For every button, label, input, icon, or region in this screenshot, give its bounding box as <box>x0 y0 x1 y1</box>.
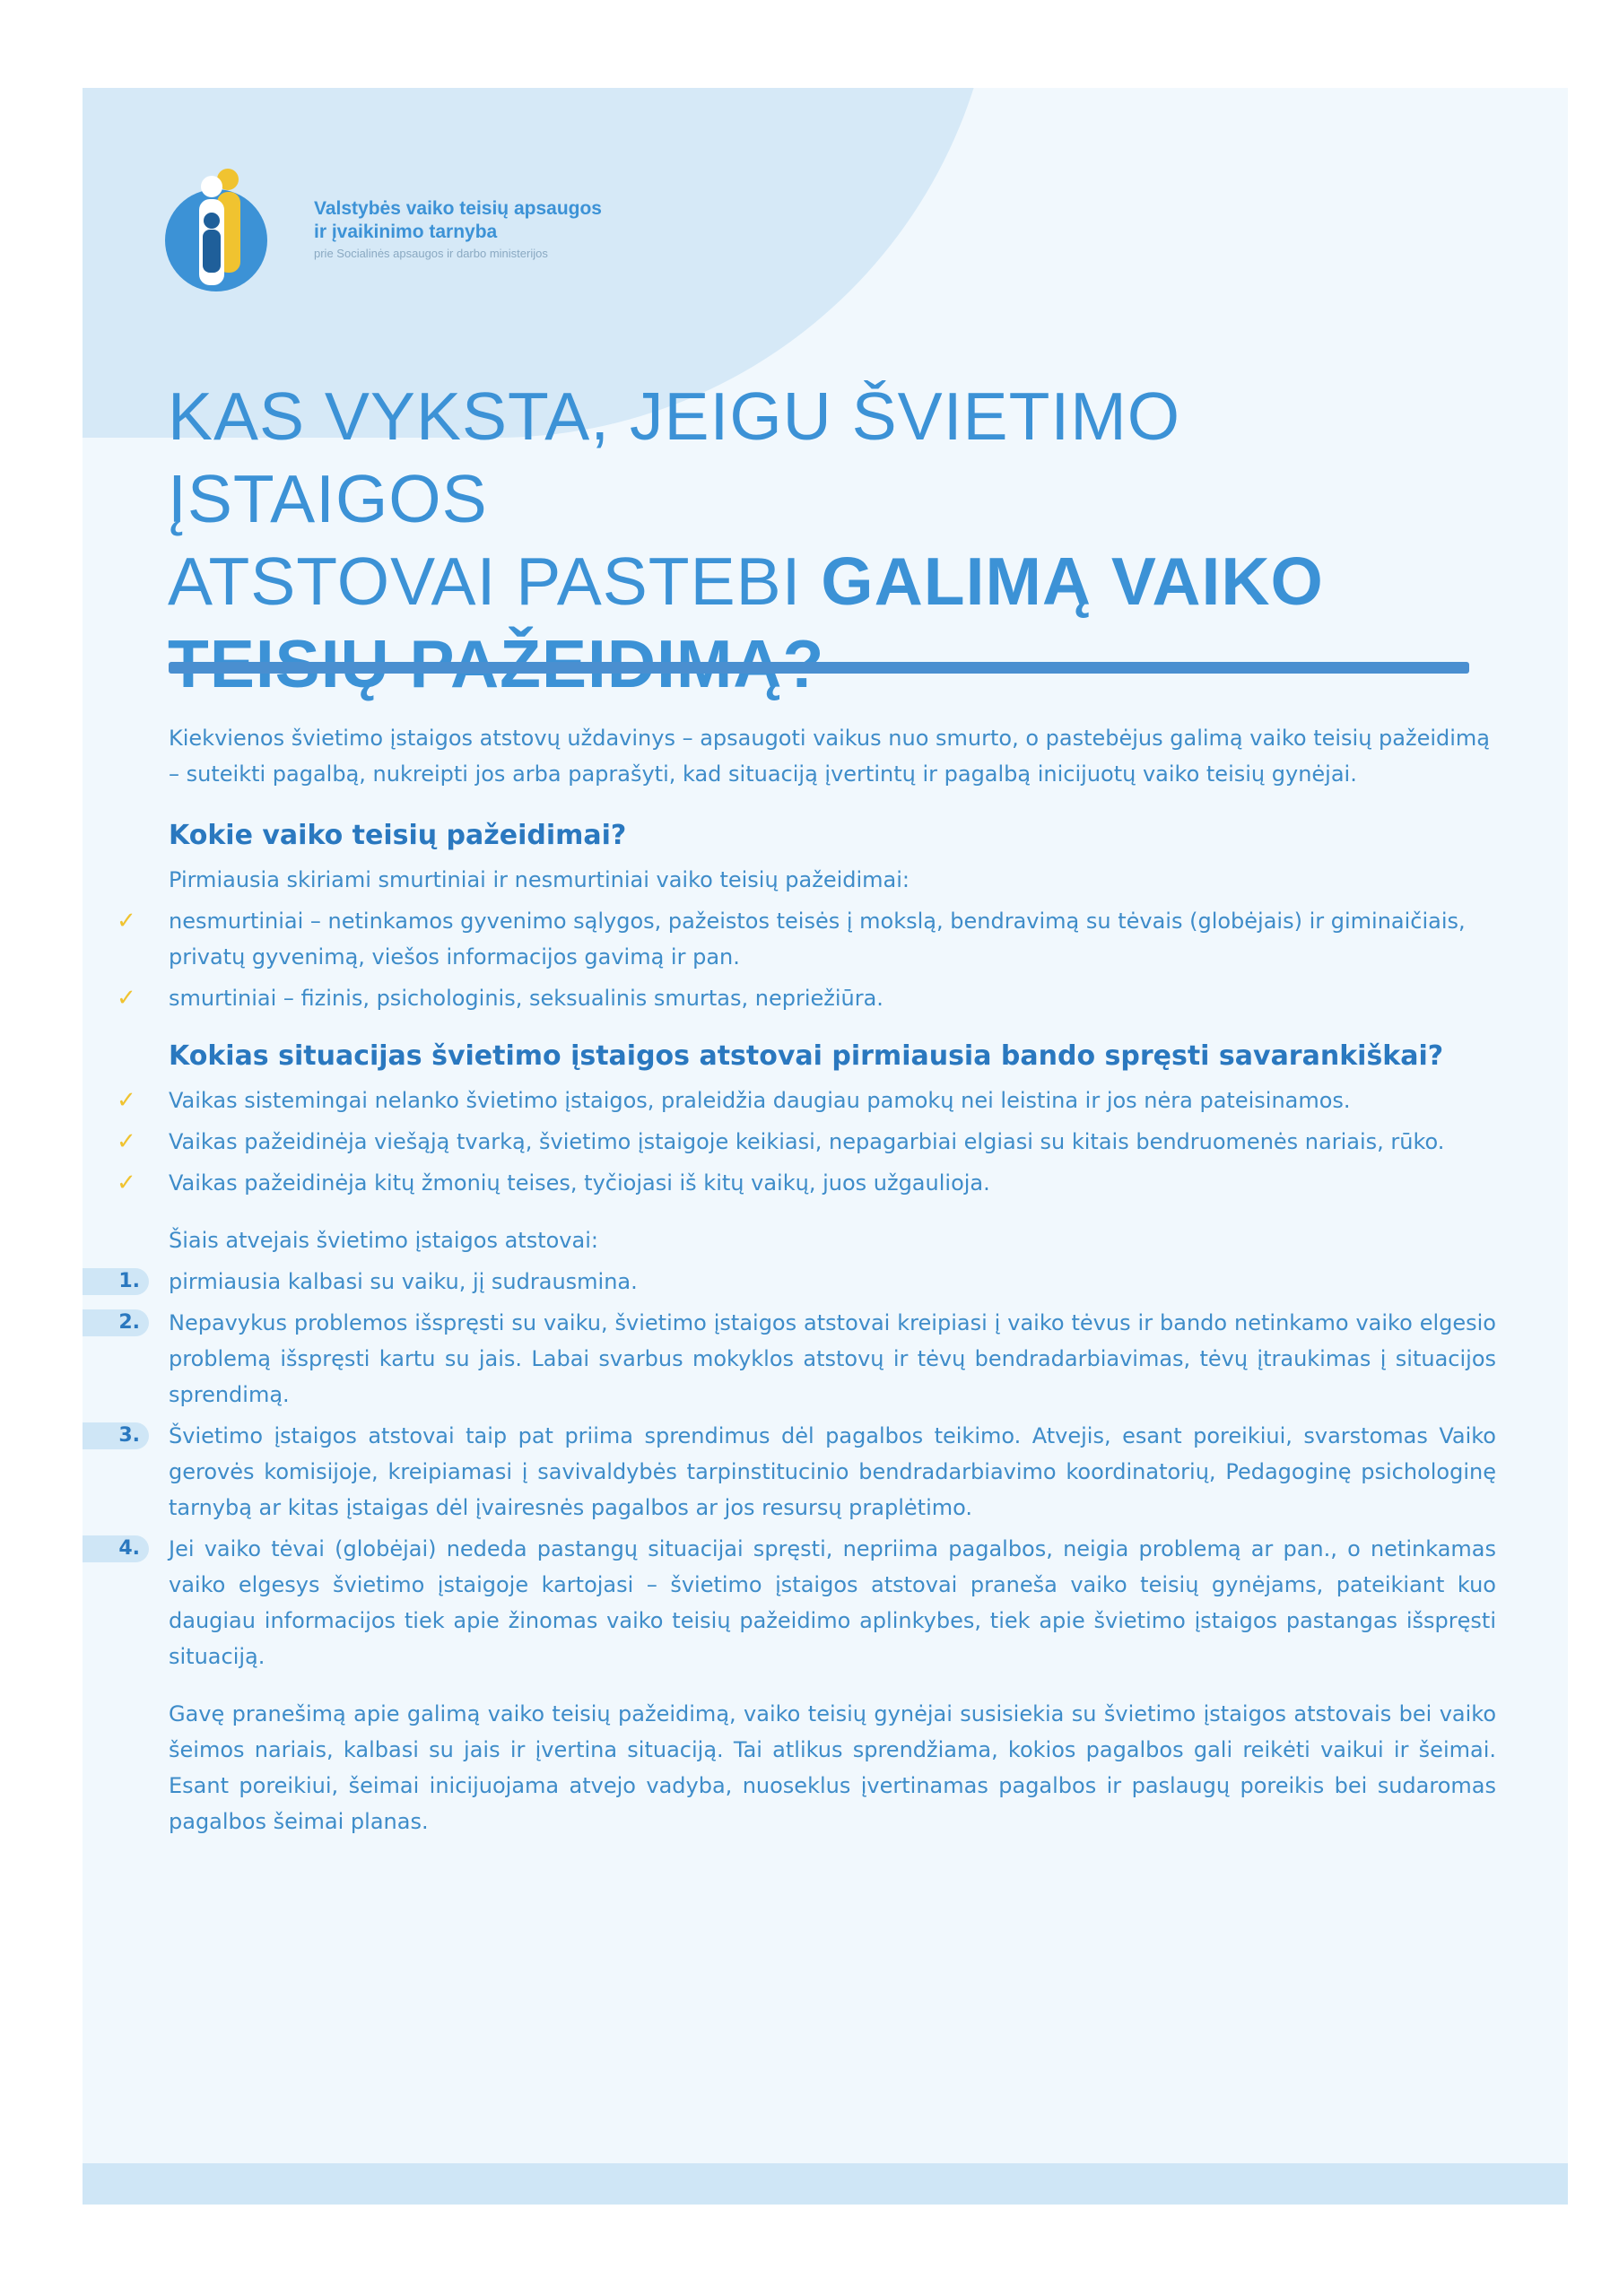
list-item <box>117 1124 1496 1160</box>
closing-paragraph: Gavę pranešimą apie galimą vaiko teisių pažeidimą, vaiko teisių gynėjai susisiekia su švietimo įstaigos atstovais bei vaiko šeimos nariais, kalbasi su jais ir įvertina situaciją. Tai atlikus sprendžiama, kokios pagalbos gali reikėti vaikui ir šeimai. Esant poreikiui, šeimai inicijuojama atvejo vadyba, nuoseklus įvertinamas pagalbos ir paslaugų poreikis bei sudaromas pagalbos šeimai planas. <box>169 1701 1496 1834</box>
org-subline: prie Socialinės apsaugos ir darbo ministerijos <box>314 246 548 260</box>
checkmark-icon: ✓ <box>117 1087 136 1114</box>
list-item <box>117 980 1496 1016</box>
org-name <box>314 197 602 261</box>
numbered-item-text: Jei vaiko tėvai (globėjai) nededa pastangų situacijai spręsti, nepriima pagalbos, neigia problemą ar pan., o netinkamas vaiko elgesys švietimo įstaigoje kartojasi – švietimo įstaigos atstovai praneša vaiko teisių gynėjams, pateikiant kuo daugiau informacijos tiek apie žinomas vaiko teisių pažeidimo aplinkybes, tiek apie švietimo įstaigos pastangas išspręsti situaciją. <box>169 1536 1496 1669</box>
numbered-item-text: pirmiausia kalbasi su vaiku, jį sudrausmina. <box>169 1269 638 1294</box>
title-line1: KAS VYKSTA, JEIGU ŠVIETIMO ĮSTAIGOS <box>168 378 1181 536</box>
numbered-item <box>118 1305 1496 1413</box>
title-line2-bold: GALIMĄ VAIKO <box>821 544 1324 619</box>
section2-list <box>117 1083 1496 1201</box>
numbered-item <box>118 1264 1496 1300</box>
number-badge: 1. <box>83 1268 149 1295</box>
number-badge: 4. <box>83 1535 149 1562</box>
intro-paragraph: Kiekvienos švietimo įstaigos atstovų uždavinys – apsaugoti vaikus nuo smurto, o pastebėjus galimą vaiko teisių pažeidimą – suteikti pagalbą, nukreipti jos arba paprašyti, kad situaciją įvertintų ir pagalbą inicijuotų vaiko teisių gynėjai. <box>169 726 1491 787</box>
footer-band <box>83 2163 1568 2205</box>
numbered-item <box>118 1418 1496 1526</box>
section1-lead: Pirmiausia skiriami smurtiniai ir nesmurtiniai vaiko teisių pažeidimai: <box>169 867 910 892</box>
section3-list <box>118 1264 1496 1674</box>
list-item <box>117 1165 1496 1201</box>
number-badge: 3. <box>83 1422 149 1449</box>
title-divider <box>169 662 1469 674</box>
list-item-text: Vaikas pažeidinėja kitų žmonių teises, tyčiojasi iš kitų vaikų, juos užgaulioja. <box>169 1170 990 1196</box>
section3-lead: Šiais atvejais švietimo įstaigos atstovai: <box>169 1228 598 1253</box>
list-item <box>117 903 1496 975</box>
number-badge: 2. <box>83 1309 149 1336</box>
page-title <box>168 375 1513 705</box>
list-item-text: Vaikas sistemingai nelanko švietimo įstaigos, praleidžia daugiau pamokų nei leistina ir jos nėra pateisinamos. <box>169 1088 1351 1113</box>
list-item-text: nesmurtiniai – netinkamos gyvenimo sąlygos, pažeistos teisės į mokslą, bendravimą su tėvais (globėjais) ir giminaičiais, privatų gyvenimą, viešos informacijos gavimą ir pan. <box>169 909 1466 970</box>
family-logo-icon <box>165 167 268 292</box>
list-item-text: smurtiniai – fizinis, psichologinis, seksualinis smurtas, nepriežiūra. <box>169 986 883 1011</box>
list-item <box>117 1083 1496 1118</box>
checkmark-icon: ✓ <box>117 985 136 1012</box>
title-line2-plain: ATSTOVAI PASTEBI <box>168 544 822 619</box>
org-line2: ir įvaikinimo tarnyba <box>314 222 498 243</box>
section2-heading: Kokias situacijas švietimo įstaigos atstovai pirmiausia bando spręsti savarankiškai? <box>169 1040 1444 1072</box>
checkmark-icon: ✓ <box>117 908 136 935</box>
main-content <box>117 720 1496 1839</box>
org-line1: Valstybės vaiko teisių apsaugos <box>314 198 602 219</box>
checkmark-icon: ✓ <box>117 1170 136 1196</box>
list-item-text: Vaikas pažeidinėja viešąją tvarką, švietimo įstaigoje keikiasi, nepagarbiai elgiasi su kitais bendruomenės nariais, rūko. <box>169 1129 1445 1154</box>
section1-heading: Kokie vaiko teisių pažeidimai? <box>169 820 627 851</box>
leaflet-page <box>83 88 1568 2205</box>
section1-list <box>117 903 1496 1016</box>
numbered-item-text: Nepavykus problemos išspręsti su vaiku, švietimo įstaigos atstovai kreipiasi į vaiko tėvus ir bando netinkamo vaiko elgesio problemą išspręsti kartu su jais. Labai svarbus mokyklos atstovų ir tėvų bendradarbiavimas, tėvų įtraukimas į situacijos sprendimą. <box>169 1310 1496 1407</box>
numbered-item <box>118 1531 1496 1674</box>
numbered-item-text: Švietimo įstaigos atstovai taip pat priima sprendimus dėl pagalbos teikimo. Atvejis, esant poreikiui, svarstomas Vaiko gerovės komisijoje, kreipiamasi į savivaldybės tarpinstitucinio bendradarbiavimo koordinatorių, Pedagoginę psichologinę tarnybą ar kitas įstaigas dėl įvairesnės pagalbos ar jos resursų praplėtimo. <box>169 1423 1496 1520</box>
checkmark-icon: ✓ <box>117 1128 136 1155</box>
